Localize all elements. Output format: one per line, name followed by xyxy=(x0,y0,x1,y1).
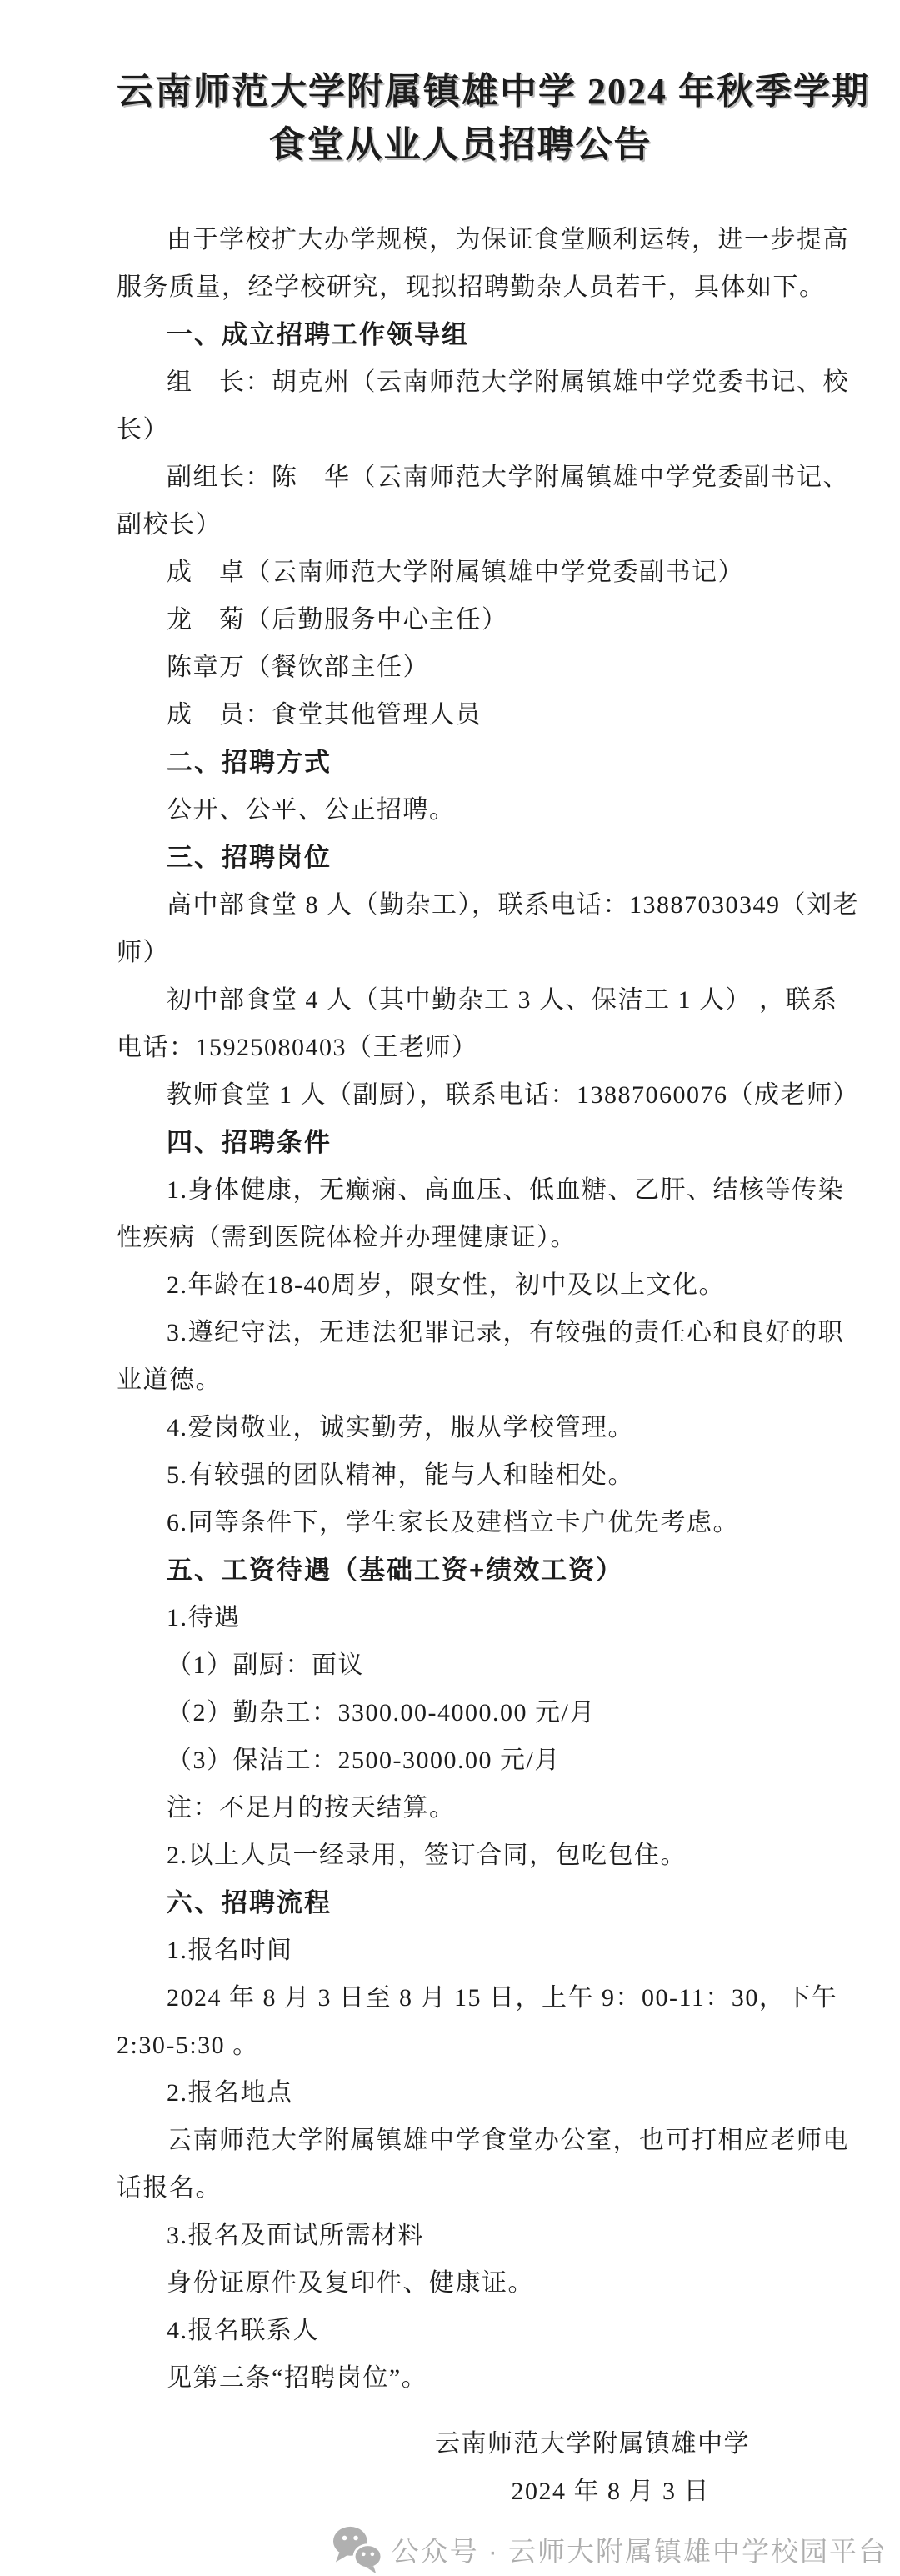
document-line: 业道德。 xyxy=(117,1366,222,1394)
document-line: 4.报名联系人 xyxy=(167,2317,319,2344)
document-line: 2:30-5:30 。 xyxy=(117,2032,259,2059)
document-line: 注：不足月的按天结算。 xyxy=(167,1794,456,1822)
document-line: 副组长：陈 华（云南师范大学附属镇雄中学党委副书记、 xyxy=(167,464,849,491)
document-line: 陈章万（餐饮部主任） xyxy=(167,654,429,681)
document-line: 组 长：胡克州（云南师范大学附属镇雄中学党委书记、校 xyxy=(167,368,849,396)
document-line: 长） xyxy=(117,416,169,444)
wechat-icon xyxy=(332,2525,383,2573)
document-line: 教师食堂 1 人（副厨），联系电话：13887060076（成老师） xyxy=(167,1081,859,1109)
document-line: 性疾病（需到医院体检并办理健康证）。 xyxy=(117,1224,577,1251)
title-line-1: 云南师范大学附属镇雄中学 2024 年秋季学期 xyxy=(117,71,870,112)
document-line: 2.以上人员一经录用，签订合同，包吃包住。 xyxy=(167,1842,687,1869)
document-line: 服务质量，经学校研究，现拟招聘勤杂人员若干，具体如下。 xyxy=(117,273,826,301)
watermark-label: 公众号 · 云师大附属镇雄中学校园平台 xyxy=(391,2535,888,2567)
document-line: 成 员：食堂其他管理人员 xyxy=(167,701,482,729)
section-heading: 六、招聘流程 xyxy=(167,1888,332,1917)
document-line: 初中部食堂 4 人（其中勤杂工 3 人、保洁工 1 人） ，联系 xyxy=(167,986,838,1014)
document-line: 2.年龄在18-40周岁，限女性，初中及以上文化。 xyxy=(167,1271,725,1299)
document-line: （1）副厨：面议 xyxy=(167,1651,364,1679)
document-line: 1.身体健康，无癫痫、高血压、低血糖、乙肝、结核等传染 xyxy=(167,1176,844,1204)
document-line: 3.遵纪守法，无违法犯罪记录，有较强的责任心和良好的职 xyxy=(167,1319,844,1346)
document-line: 身份证原件及复印件、健康证。 xyxy=(167,2269,534,2297)
document-line: 5.有较强的团队精神，能与人和睦相处。 xyxy=(167,1461,634,1489)
document-line: 师） xyxy=(117,939,169,966)
section-heading: 三、招聘岗位 xyxy=(167,843,332,872)
document-line: 6.同等条件下，学生家长及建档立卡户优先考虑。 xyxy=(167,1509,739,1536)
document-line: 话报名。 xyxy=(117,2174,222,2202)
document-line: （2）勤杂工：3300.00-4000.00 元/月 xyxy=(167,1699,596,1727)
document-line: 见第三条“招聘岗位”。 xyxy=(167,2364,428,2392)
document-line: 高中部食堂 8 人（勤杂工），联系电话：13887030349（刘老 xyxy=(167,891,859,919)
document-line: 2.报名地点 xyxy=(167,2079,293,2107)
document-line: 由于学校扩大办学规模，为保证食堂顺利运转，进一步提高 xyxy=(167,226,849,253)
document-line: 1.报名时间 xyxy=(167,1937,293,1964)
document-line: 4.爱岗敬业，诚实勤劳，服从学校管理。 xyxy=(167,1414,634,1441)
section-heading: 一、成立招聘工作领导组 xyxy=(167,320,469,349)
document-line: 公开、公平、公正招聘。 xyxy=(167,796,456,824)
document-line: 1.待遇 xyxy=(167,1604,241,1631)
wechat-watermark xyxy=(0,2525,900,2573)
document-line: 云南师范大学附属镇雄中学食堂办公室，也可打相应老师电 xyxy=(167,2127,849,2154)
document-body xyxy=(117,216,859,2402)
section-heading: 五、工资待遇（基础工资+绩效工资） xyxy=(167,1556,624,1585)
document-line: 龙 菊（后勤服务中心主任） xyxy=(167,606,508,634)
section-heading: 二、招聘方式 xyxy=(167,748,332,777)
document-line: 2024 年 8 月 3 日至 8 月 15 日，上午 9：00-11：30，下午 xyxy=(167,1984,838,2012)
title-line-2: 食堂从业人员招聘公告 xyxy=(268,124,652,165)
signature-date: 2024 年 8 月 3 日 xyxy=(511,2478,710,2505)
document-line: 电话：15925080403（王老师） xyxy=(117,1034,478,1061)
document-line: 成 卓（云南师范大学附属镇雄中学党委副书记） xyxy=(167,559,744,586)
document-title xyxy=(117,65,870,172)
document-line: 3.报名及面试所需材料 xyxy=(167,2222,424,2249)
signature-block xyxy=(117,2420,804,2515)
document-line: （3）保洁工：2500-3000.00 元/月 xyxy=(167,1747,561,1774)
signature-school: 云南师范大学附属镇雄中学 xyxy=(435,2430,750,2458)
document-line: 副校长） xyxy=(117,511,222,539)
section-heading: 四、招聘条件 xyxy=(167,1128,332,1157)
